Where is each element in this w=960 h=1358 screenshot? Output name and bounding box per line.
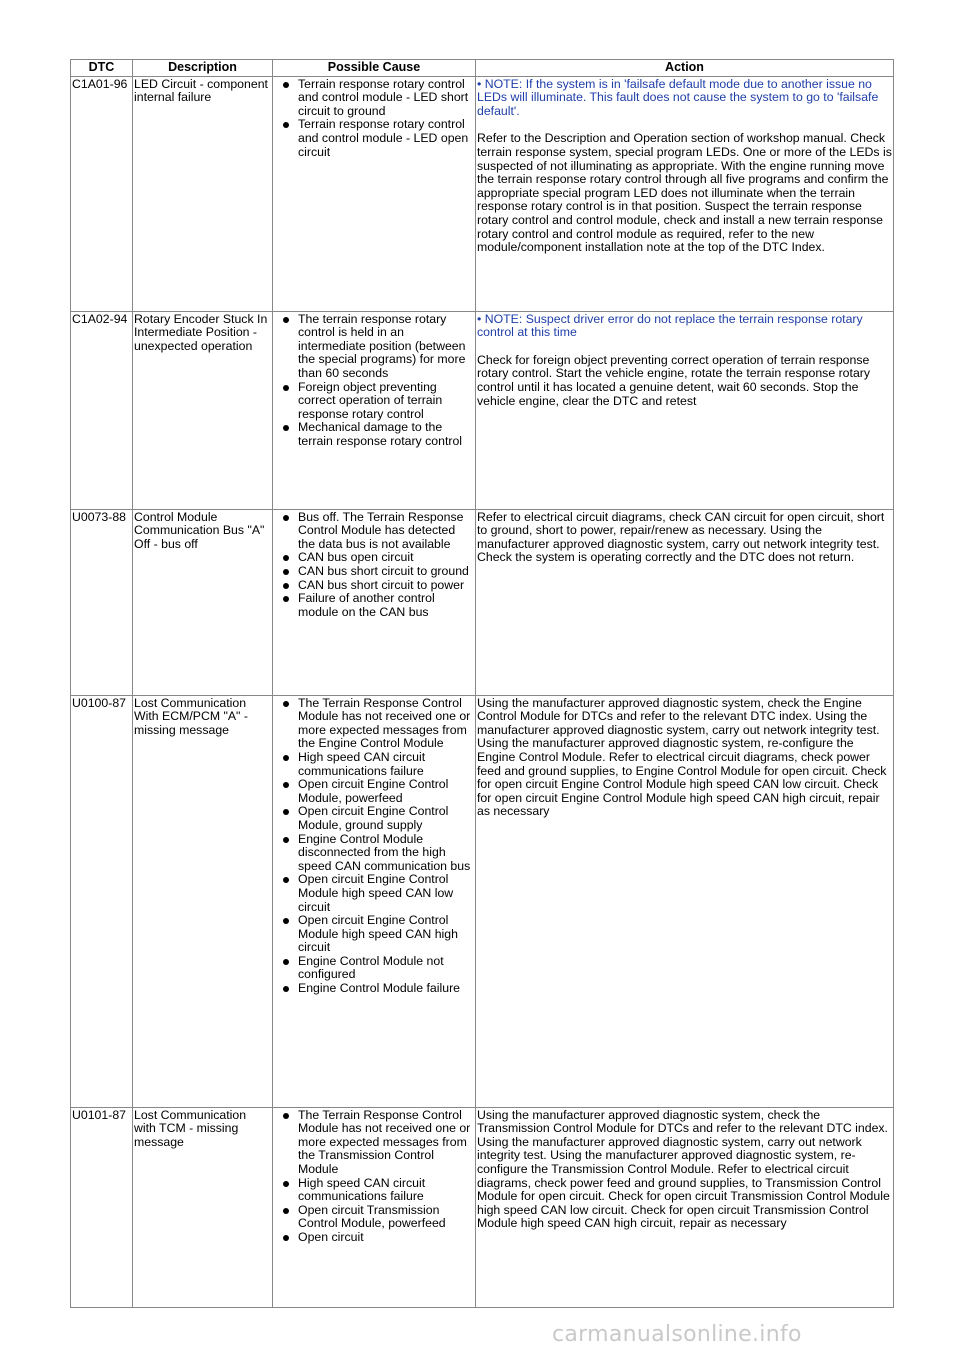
cause-item: The terrain response rotary control is held in an intermediate position (between the special programs) for more than 60 seconds — [274, 313, 474, 381]
possible-causes — [273, 311, 476, 509]
cause-item: The Terrain Response Control Module has not received one or more expected messages from the Engine Control Module — [274, 697, 474, 751]
cause-item: Open circuit Engine Control Module high speed CAN high circuit — [274, 914, 474, 955]
dtc-code: U0101-87 — [71, 1107, 133, 1307]
header-description: Description — [133, 60, 273, 77]
cause-list — [274, 511, 474, 620]
action-cell — [476, 695, 894, 1107]
dtc-description: Rotary Encoder Stuck In Intermediate Position - unexpected operation — [133, 311, 273, 509]
cause-list — [274, 1109, 474, 1245]
possible-causes — [273, 76, 476, 311]
action-cell — [476, 509, 894, 695]
cause-list — [274, 313, 474, 449]
action-cell — [476, 1107, 894, 1307]
action-text: Using the manufacturer approved diagnostic system, check the Transmission Control Module for DTCs and refer to the relevant DTC index. Using the manufacturer approved diagnostic system, carry out network integrity test. Using the manufacturer approved diagnostic system, re-configure the Transmission Control Module. Refer to electrical circuit diagrams, check power feed and ground supplies, to Transmission Control Module for open circuit. Check for open circuit Transmission Control Module high speed CAN low circuit. Check for open circuit Transmission Control Module high speed CAN high circuit, repair as necessary — [477, 1107, 890, 1231]
dtc-table — [70, 59, 894, 1308]
cause-item: Foreign object preventing correct operation of terrain response rotary control — [274, 381, 474, 422]
dtc-code: C1A02-94 — [71, 311, 133, 509]
cause-item: Engine Control Module failure — [274, 982, 474, 996]
cause-item: Terrain response rotary control and control module - LED short circuit to ground — [274, 78, 474, 119]
cause-item: Engine Control Module not configured — [274, 955, 474, 982]
cause-list — [274, 78, 474, 160]
cause-item: Bus off. The Terrain Response Control Module has detected the data bus is not available — [274, 511, 474, 552]
action-text: Check for foreign object preventing correct operation of terrain response rotary control. Start the vehicle engine, rotate the terrain response rotary control until it has located a genuine detent, wait 60 seconds. Stop the vehicle engine, clear the DTC and retest — [477, 352, 871, 408]
note-text: • NOTE: Suspect driver error do not replace the terrain response rotary control at this time — [477, 311, 863, 340]
cause-item: The Terrain Response Control Module has not received one or more expected messages from the Transmission Control Module — [274, 1109, 474, 1177]
table-header-row — [71, 60, 894, 77]
cause-item: Failure of another control module on the CAN bus — [274, 592, 474, 619]
watermark-logo: carmanualsonline.info — [552, 1322, 802, 1347]
action-cell — [476, 311, 894, 509]
cause-item: Engine Control Module disconnected from the high speed CAN communication bus — [274, 833, 474, 874]
dtc-description: Lost Communication with TCM - missing message — [133, 1107, 273, 1307]
note-text: • NOTE: If the system is in 'failsafe default mode due to another issue no LEDs will illuminate. This fault does not cause the system to go to 'failsafe default'. — [477, 76, 879, 118]
header-action: Action — [476, 60, 894, 77]
table-row — [71, 311, 894, 509]
table-row — [71, 1107, 894, 1307]
action-text: Refer to the Description and Operation section of workshop manual. Check terrain response system, special program LEDs. One or more of the LEDs is suspected of not illuminating as appropriate. With the engine running move the terrain response rotary control through all five programs and confirm the appropriate special program LED does not illuminate when the terrain response rotary control is in that position. Suspect the terrain response rotary control and control module, check and install a new terrain response rotary control and control module as required, refer to the new module/component installation note at the top of the DTC Index. — [477, 131, 892, 255]
header-possible-cause: Possible Cause — [273, 60, 476, 77]
header-dtc: DTC — [71, 60, 133, 77]
cause-item: High speed CAN circuit communications failure — [274, 1177, 474, 1204]
action-cell — [476, 76, 894, 311]
dtc-description: Lost Communication With ECM/PCM "A" - missing message — [133, 695, 273, 1107]
table-row — [71, 509, 894, 695]
cause-item: Open circuit Transmission Control Module, powerfeed — [274, 1204, 474, 1231]
cause-item: Open circuit Engine Control Module, ground supply — [274, 805, 474, 832]
action-text: Using the manufacturer approved diagnostic system, check the Engine Control Module for DTCs and refer to the relevant DTC index. Using the manufacturer approved diagnostic system, carry out network integrity test. Using the manufacturer approved diagnostic system, re-configure the Engine Control Module. Refer to electrical circuit diagrams, check power feed and ground supplies, to Engine Control Module for open circuit. Check for open circuit Engine Control Module high speed CAN low circuit. Check for open circuit Engine Control Module high speed CAN high circuit, repair as necessary — [477, 695, 887, 819]
cause-item: CAN bus short circuit to power — [274, 579, 474, 593]
cause-item: CAN bus short circuit to ground — [274, 565, 474, 579]
cause-item: Mechanical damage to the terrain response rotary control — [274, 421, 474, 448]
cause-item: High speed CAN circuit communications failure — [274, 751, 474, 778]
dtc-description: LED Circuit - component internal failure — [133, 76, 273, 311]
cause-list — [274, 697, 474, 996]
dtc-code: U0073-88 — [71, 509, 133, 695]
cause-item: CAN bus open circuit — [274, 551, 474, 565]
dtc-description: Control Module Communication Bus "A" Off - bus off — [133, 509, 273, 695]
cause-item: Open circuit — [274, 1231, 474, 1245]
cause-item: Open circuit Engine Control Module high speed CAN low circuit — [274, 873, 474, 914]
table-row — [71, 695, 894, 1107]
table-row — [71, 76, 894, 311]
possible-causes — [273, 509, 476, 695]
possible-causes — [273, 1107, 476, 1307]
possible-causes — [273, 695, 476, 1107]
cause-item: Open circuit Engine Control Module, powerfeed — [274, 778, 474, 805]
dtc-code: C1A01-96 — [71, 76, 133, 311]
dtc-code: U0100-87 — [71, 695, 133, 1107]
action-text: Refer to electrical circuit diagrams, check CAN circuit for open circuit, short to ground, short to power, repair/renew as necessary. Using the manufacturer approved diagnostic system, carry out network integrity test. Check the system is operating correctly and the DTC does not return. — [477, 509, 885, 565]
cause-item: Terrain response rotary control and control module - LED open circuit — [274, 118, 474, 159]
